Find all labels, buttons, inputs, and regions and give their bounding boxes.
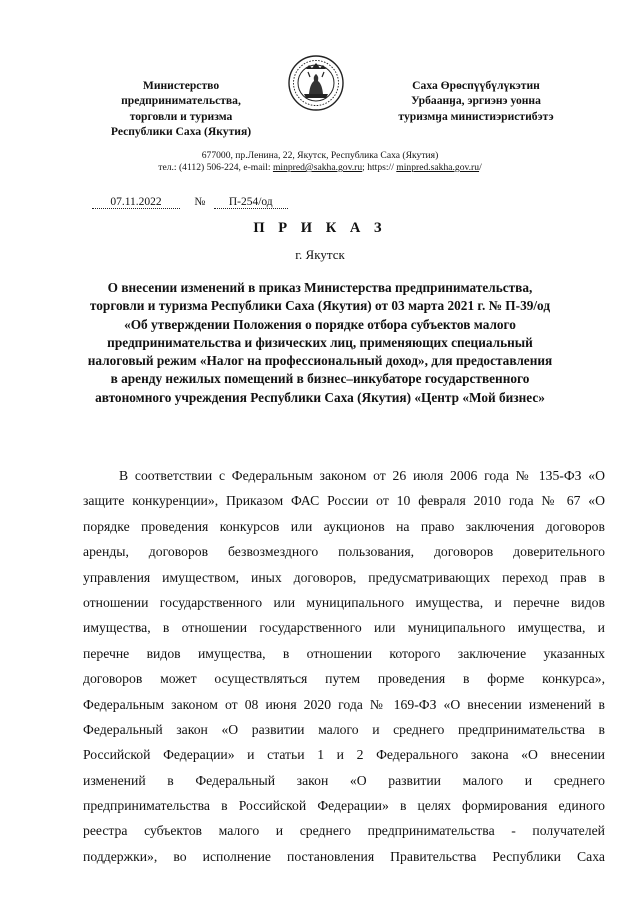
coat-of-arms-emblem-icon [287, 54, 345, 112]
subject-line: О внесении изменений в приказ Министерства предпринимательства, [107, 280, 533, 295]
body-line: порядке проведения конкурсов или аукционов на право заключения договоров [83, 518, 605, 534]
header-right-line: туризмӈа министиэристибэтэ [398, 109, 554, 123]
header-left-line: торговли и туризма [129, 109, 233, 123]
number-sign: № [194, 196, 206, 208]
ministry-name-sakha [376, 78, 576, 124]
body-paragraph [83, 463, 605, 869]
email-link[interactable]: minpred@sakha.gov.ru [272, 162, 363, 173]
body-line: имущества, в отношении государственного или муниципального имущества, и [83, 620, 605, 636]
ministry-name-russian [95, 78, 267, 140]
order-subject [60, 279, 580, 407]
body-line: Федеральным законом от 08 июня 2020 года № 169-ФЗ «О внесении изменений в [83, 696, 605, 712]
body-line: Федеральный закон «О развитии малого и среднего предпринимательства в [83, 721, 605, 737]
body-line: управления имуществом, иных договоров, предусматривающих переход прав в [83, 569, 605, 585]
body-line: договоров может осуществляться путем проведения в форме конкурса», [83, 671, 605, 687]
subject-line: автономного учреждения Республики Саха (Якутия) «Центр «Мой бизнес» [95, 389, 545, 405]
body-line: перечне видов имущества, в отношении которого заключение указанных [83, 645, 605, 661]
subject-line: в аренду нежилых помещений в бизнес–инкубаторе государственного [110, 371, 530, 387]
body-line: Российской Федерации» и статьи 1 и 2 Федерального закона «О внесении [83, 747, 605, 763]
site-prefix: ; https:// [362, 162, 397, 173]
header-left-line: предпринимательства, [121, 94, 241, 108]
order-number: П-254/од [214, 196, 288, 209]
website-link[interactable]: minpred.sakha.gov.ru [396, 162, 480, 173]
document-city: г. Якутск [295, 247, 345, 262]
document-title: П Р И К А З [253, 220, 387, 236]
header-right-line: Урбаанӈа, эргиэнэ уонна [411, 94, 541, 108]
subject-line: налоговый режим «Налог на профессиональный доход», для предоставления [87, 353, 553, 369]
subject-line: предпринимательства и физических лиц, применяющих специальный [107, 334, 533, 350]
header-left-line: Республики Саха (Якутия) [110, 125, 252, 139]
body-line: аренды, договоров безвозмездного пользования, договоров доверительного [83, 544, 605, 560]
phone-text: тел.: (4112) 506-224, e-mail: [158, 162, 273, 173]
body-line: В соответствии с Федеральным законом от 26 июля 2006 года № 135-ФЗ «О [119, 468, 605, 483]
body-line: реестра субъектов малого и среднего предпринимательства - получателей [83, 823, 605, 839]
registration-line [92, 196, 288, 209]
header-right-line: Саха Өрөспүүбүлүкэтин [412, 79, 540, 92]
site-suffix: / [479, 162, 482, 173]
header-left-line: Министерство [142, 79, 220, 92]
body-line: изменений в Федеральный закон «О развитии малого и среднего [83, 772, 605, 788]
contact-line [60, 162, 580, 174]
order-date: 07.11.2022 [92, 196, 180, 209]
body-line: отношении государственного или муниципального имущества, и перечне видов [83, 594, 605, 610]
subject-line: «Об утверждении Положения о порядке отбора субъектов малого [124, 316, 516, 332]
subject-line: торговли и туризма Республики Саха (Якутия) от 03 марта 2021 г. № П-39/од [89, 298, 551, 314]
body-line: предпринимательства в Российской Федерации» в целях формирования единого [83, 798, 605, 814]
postal-address: 677000, пр.Ленина, 22, Якутск, Республика Саха (Якутия) [201, 150, 439, 161]
body-line: защите конкуренции», Приказом ФАС России от 10 февраля 2010 года № 67 «О [83, 493, 605, 509]
body-line: поддержки», во исполнение постановления Правительства Республики Саха [83, 848, 605, 864]
